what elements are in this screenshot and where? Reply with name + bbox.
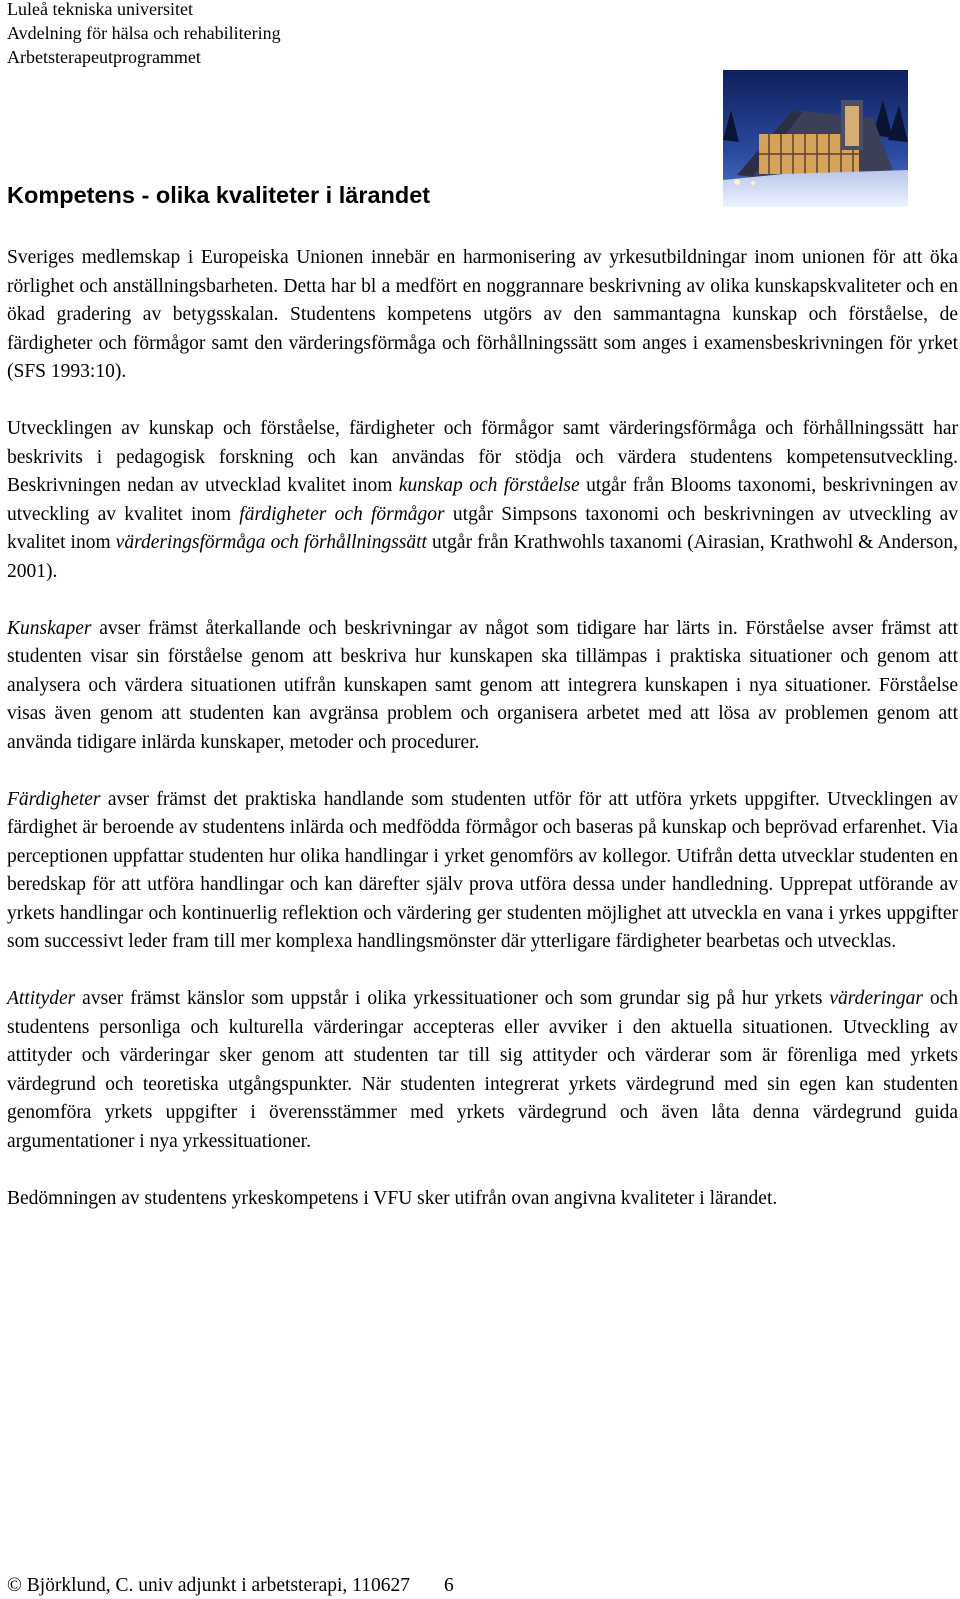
page-number: 6 (443, 1575, 454, 1596)
paragraph-attityder-text-a: avser främst känslor som uppstår i olika yrkessituationer och som grundar sig på hur yrkets (75, 988, 830, 1009)
paragraph-attityder-text-b: och studentens personliga och kulturella värderingar accepteras eller avviker i den aktuella situationen. Utveckling av attityder och värderingar sker genom att studenten tar till sig attityder och värderar som är förenliga med yrkets värdegrund och teoretiska utgångspunkter. När studenten integrerat yrkets värdegrund med sin egen kan studenten genomföra yrkets uppgifter i överensstämmer med yrkets värdegrund och även låta denna värdegrund guida argumentationer i nya yrkessituationer. (7, 988, 959, 1152)
page-title: Kompetens - olika kvaliteter i lärandet (7, 182, 431, 208)
term-fardigheter: Färdigheter (7, 788, 101, 810)
term-varderingsformaga: värderingsförmåga och förhållningssätt (115, 532, 427, 553)
paragraph-bedomning (7, 1185, 958, 1214)
term-attityder: Attityder (7, 988, 76, 1009)
term-varderingar: värderingar (829, 988, 923, 1009)
building-photo-icon (723, 70, 908, 207)
paragraph-taxonomy-text-b: utgår från Blooms taxonomi, beskrivningen av utveckling av kvalitet inom (7, 475, 958, 525)
header-department: Avdelning för hälsa och rehabilitering (7, 23, 281, 43)
page-footer (7, 1573, 454, 1599)
header-program: Arbetsterapeutprogrammet (7, 47, 201, 67)
building-photo (723, 70, 908, 207)
paragraph-attityder (7, 985, 958, 1156)
term-kunskap-forstaelse: kunskap och förståelse (398, 475, 580, 496)
paragraph-taxonomy-text-d: utgår från Krathwohls taxanomi (Airasian, Krathwohl & Anderson, 2001). (7, 532, 958, 582)
term-fardigheter-formagor: färdigheter och förmågor (239, 503, 445, 525)
paragraph-fardigheter (7, 786, 958, 957)
paragraph-kunskaper (7, 615, 958, 758)
paragraph-taxonomy-text-a: Utvecklingen av kunskap och förståelse, färdigheter och förmågor samt värderingsförmåga och förhållningssätt har beskrivits i pedagogisk forskning och kan användas för stödja och värdera studentens kompetensutveckling. Beskrivningen nedan av utvecklad kvalitet inom (7, 418, 958, 496)
paragraph-fardigheter-text: avser främst det praktiska handlande som studenten utför för att utföra yrkets uppgifter. Utvecklingen av färdighet är beroende av studentens inlärda och medfödda förmågor och baseras på kunskap och beprövad erfarenhet. Via perceptionen uppfattar studenten hur olika handlingar i yrket genomförs av kollegor. Utifrån detta utvecklar studenten en beredskap för att utföra handlingar och kan därefter själv prova utföra dessa under handledning. Upprepat utförande av yrkets handlingar och kontinuerlig reflektion och värdering ger studenten möjlighet att utveckla en vana i yrkes uppgifter som successivt leder fram till mer komplexa handlingsmönster där ytterligare färdigheter bearbetas och utvecklas. (7, 788, 958, 952)
document-header (7, 0, 281, 69)
document-body (7, 244, 958, 1213)
paragraph-bedomning-text: Bedömningen av studentens yrkeskompetens i VFU sker utifrån ovan angivna kvaliteter i lärandet. (7, 1187, 778, 1209)
paragraph-taxonomy (7, 415, 958, 586)
paragraph-taxonomy-text-c: utgår Simpsons taxonomi och beskrivningen av utveckling av kvalitet inom (7, 503, 958, 553)
paragraph-intro (7, 244, 958, 387)
footer-author: © Björklund, C. univ adjunkt i arbetsterapi, 110627 (7, 1575, 410, 1596)
header-university: Luleå tekniska universitet (7, 0, 193, 19)
paragraph-kunskaper-text: avser främst återkallande och beskrivningar av något som tidigare har lärts in. Förståelse avser främst att studenten visar sin förståelse genom att beskriva hur kunskapen ska tillämpas i praktiska situationer och genom att analysera och värdera situationen utifrån kunskapen samt genom att integrera kunskapen i nya situationer. Förståelse visas även genom att studenten kan avgränsa problem och organisera arbetet med att lösa av problemen genom att använda tidigare inlärda kunskaper, metoder och procedurer. (7, 617, 958, 753)
paragraph-intro-text: Sveriges medlemskap i Europeiska Unionen innebär en harmonisering av yrkesutbildningar inom unionen för att öka rörlighet och anställningsbarheten. Detta har bl a medfört en noggrannare beskrivning av olika kunskapskvaliteter och en ökad gradering av betygsskalan. Studentens kompetens utgörs av den sammantagna kunskap och förståelse, de färdigheter och förmågor samt den värderingsförmåga och förhållningssätt som anges i examensbeskrivningen för yrket (SFS 1993:10). (7, 247, 958, 382)
term-kunskaper: Kunskaper (7, 617, 92, 639)
